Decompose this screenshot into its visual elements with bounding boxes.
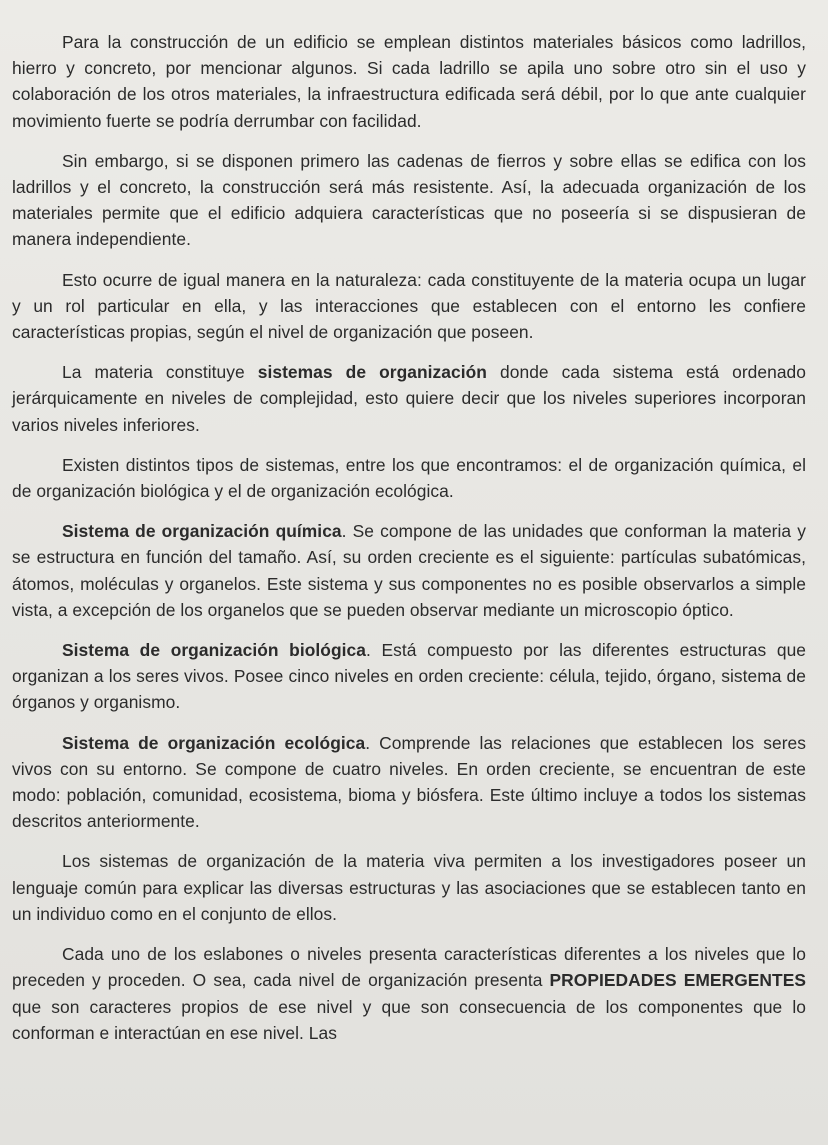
paragraph-common-language bbox=[12, 848, 806, 927]
paragraph-organized-construction bbox=[12, 148, 806, 253]
paragraph-nature-analogy bbox=[12, 267, 806, 346]
bold-term: PROPIEDADES EMERGENTES bbox=[549, 970, 806, 991]
paragraph-biological-system bbox=[12, 637, 806, 716]
bold-term: Sistema de organización biológica bbox=[62, 640, 366, 661]
paragraph-organization-systems bbox=[12, 359, 806, 438]
paragraph-building-materials bbox=[12, 29, 806, 134]
bold-term: sistemas de organización bbox=[257, 362, 487, 383]
paragraph-text: Esto ocurre de igual manera en la naturaleza: cada constituyente de la materia ocupa un lugar y un rol particular en ella, y las interacciones que establecen con el entorno les confiere características propias, según el nivel de organización que poseen. bbox=[12, 269, 806, 343]
bold-term: Sistema de organización química bbox=[62, 521, 342, 542]
paragraph-text: Sin embargo, si se disponen primero las cadenas de fierros y sobre ellas se edifica con los ladrillos y el concreto, la construcción será más resistente. Así, la adecuada organización de los materiales permite que el edificio adquiera características que no poseería si se dispusieran de manera independiente. bbox=[12, 150, 806, 250]
paragraph-text: Los sistemas de organización de la materia viva permiten a los investigadores poseer un lenguaje común para explicar las diversas estructuras y las asociaciones que se establecen tanto en un individuo como en el conjunto de ellos. bbox=[12, 851, 806, 924]
paragraph-text: que son caracteres propios de ese nivel y que son consecuencia de los componentes que lo conforman e interactúan en ese nivel. Las bbox=[12, 996, 806, 1043]
paragraph-chemical-system bbox=[12, 518, 806, 623]
paragraph-text: Existen distintos tipos de sistemas, entre los que encontramos: el de organización química, el de organización biológica y el de organización ecológica. bbox=[12, 454, 806, 502]
paragraph-text: . Está compuesto por las diferentes estructuras que organizan a los seres vivos. Posee cinco niveles en orden creciente: célula, tejido, órgano, sistema de órganos y organismo. bbox=[12, 640, 807, 713]
bold-term: Sistema de organización ecológica bbox=[62, 732, 366, 753]
paragraph-text: donde cada sistema está ordenado jerárquicamente en niveles de complejidad, esto quiere decir que los niveles superiores incorporan varios niveles inferiores. bbox=[12, 362, 806, 435]
paragraph-text: Para la construcción de un edificio se emplean distintos materiales básicos como ladrillos, hierro y concreto, por mencionar algunos. Si cada ladrillo se apila uno sobre otro sin el uso y colaboración de los otros materiales, la infraestructura edificada será débil, por lo que ante cualquier movimiento fuerte se podría derrumbar con facilidad. bbox=[12, 32, 806, 131]
paragraph-text: . Comprende las relaciones que establecen los seres vivos con su entorno. Se compone de cuatro niveles. En orden creciente, se encuentran de este modo: población, comunidad, ecosistema, bioma y biósfera. Este último incluye a todos los sistemas descritos anteriormente. bbox=[12, 732, 806, 832]
paragraph-emergent-properties bbox=[12, 941, 806, 1046]
paragraph-text: La materia constituye bbox=[62, 362, 258, 383]
paragraph-ecological-system bbox=[12, 730, 806, 835]
paragraph-text: . Se compone de las unidades que conforman la materia y se estructura en función del tamaño. Así, su orden creciente es el siguiente: partículas subatómicas, átomos, moléculas y organelos. Este sistema y sus componentes no es posible observarlos a simple vista, a excepción de los organelos que se pueden observar mediante un microscopio óptico. bbox=[12, 521, 806, 620]
paragraph-system-types bbox=[12, 452, 806, 504]
paragraph-text: Cada uno de los eslabones o niveles presenta características diferentes a los niveles que lo preceden y proceden. O sea, cada nivel de organización presenta bbox=[12, 944, 806, 991]
